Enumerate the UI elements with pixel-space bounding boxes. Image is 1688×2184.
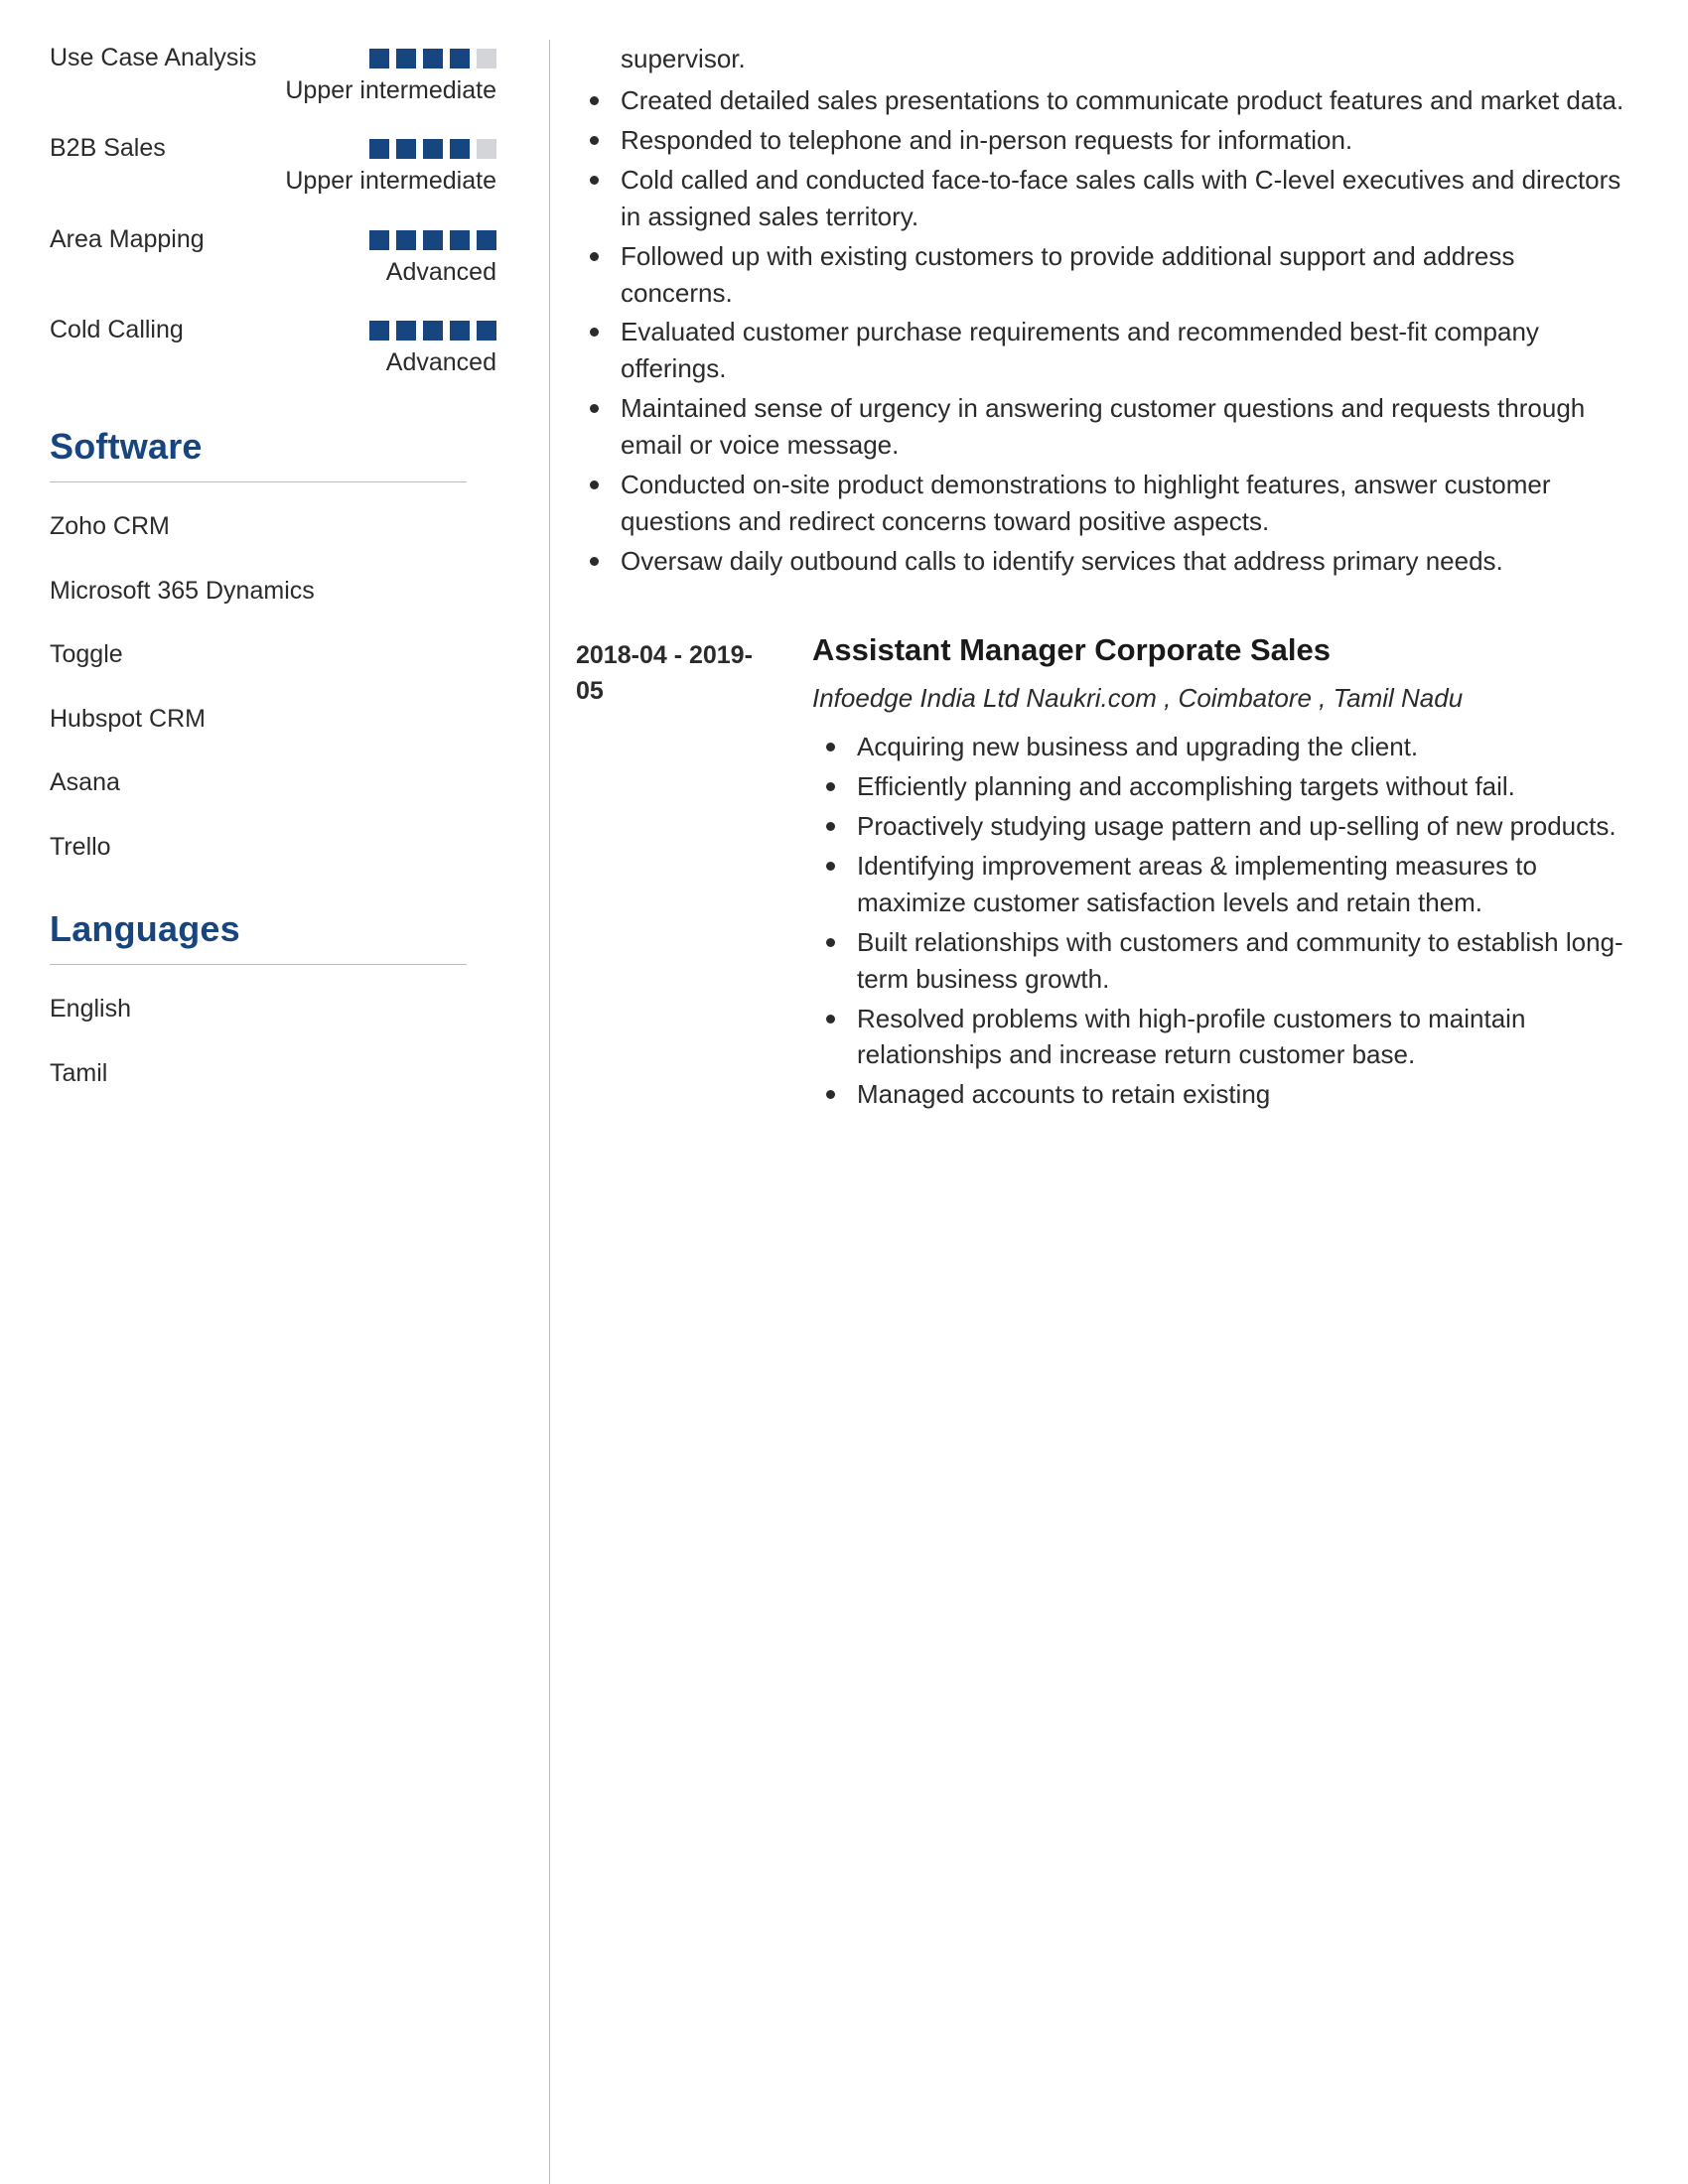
skill-rating-square: [423, 139, 443, 159]
skill-row: [50, 312, 496, 380]
skill-rating-square: [423, 230, 443, 250]
software-list: [50, 510, 496, 863]
skill-rating-square: [396, 49, 416, 68]
software-item: Microsoft 365 Dynamics: [50, 576, 315, 605]
skill-rating-area: [205, 221, 496, 290]
skill-rating-square: [477, 321, 496, 341]
skill-rating-dots: [166, 139, 496, 159]
skill-rating-square: [369, 49, 389, 68]
bullet-item: Identifying improvement areas & implementing measures to maximize customer satisfaction levels and retain them.: [812, 848, 1628, 921]
skill-rating-square: [396, 230, 416, 250]
skill-name: B2B Sales: [50, 134, 166, 163]
bullet-item: Responded to telephone and in-person requests for information.: [576, 122, 1628, 159]
bullet-item: Proactively studying usage pattern and up-selling of new products.: [812, 808, 1628, 845]
software-section-rule: [50, 481, 467, 482]
skill-level-label: Upper intermediate: [285, 76, 496, 104]
language-item: Tamil: [50, 1058, 108, 1087]
skill-rating-square: [477, 139, 496, 159]
skill-rating-square: [369, 321, 389, 341]
software-item: Trello: [50, 832, 111, 861]
bullet-item: Evaluated customer purchase requirements and recommended best-fit company offerings.: [576, 314, 1628, 387]
skill-item: [50, 130, 496, 199]
continued-text: supervisor.: [621, 44, 746, 73]
skill-rating-dots: [205, 230, 496, 250]
skill-rating-dots: [256, 49, 496, 68]
bullet-item: Cold called and conducted face-to-face sales calls with C-level executives and directors in assigned sales territory.: [576, 162, 1628, 235]
sidebar: [50, 40, 516, 2184]
bullet-item: Created detailed sales presentations to communicate product features and market data.: [576, 82, 1628, 119]
skill-rating-dots: [184, 321, 496, 341]
skill-name: Use Case Analysis: [50, 44, 257, 71]
skill-level-label: Advanced: [385, 257, 496, 286]
skill-rating-square: [423, 321, 443, 341]
bullet-item: Built relationships with customers and community to establish long-term business growth.: [812, 924, 1628, 998]
skill-level-label: Advanced: [385, 347, 496, 376]
skill-name: Area Mapping: [50, 224, 205, 253]
software-item: Asana: [50, 768, 120, 796]
skill-row: [50, 40, 496, 108]
bullet-item: Conducted on-site product demonstrations to highlight features, answer customer questions and redirect concerns toward positive aspects.: [576, 467, 1628, 540]
skill-item: [50, 40, 496, 108]
experience-title: Assistant Manager Corporate Sales: [812, 631, 1332, 667]
experience-body: [774, 631, 1628, 1117]
software-item: Hubspot CRM: [50, 704, 206, 733]
skill-rating-square: [450, 230, 470, 250]
bullet-item: Managed accounts to retain existing: [812, 1076, 1628, 1113]
skills-list: [50, 40, 496, 380]
experience-company: Infoedge India Ltd Naukri.com , Coimbatore , Tamil Nadu: [812, 682, 1464, 713]
software-section-title: Software: [50, 426, 203, 467]
skill-rating-square: [450, 321, 470, 341]
languages-section-title: Languages: [50, 908, 240, 949]
main-content: [516, 40, 1628, 2184]
skill-rating-square: [477, 49, 496, 68]
skill-rating-area: [256, 40, 496, 108]
experience-dates: 2018-04 - 2019-05: [576, 640, 753, 706]
languages-list: [50, 993, 496, 1089]
skill-row: [50, 221, 496, 290]
bullet-item: Efficiently planning and accomplishing targets without fail.: [812, 768, 1628, 805]
skill-rating-square: [369, 139, 389, 159]
skill-rating-area: [166, 130, 496, 199]
languages-section-rule: [50, 964, 467, 965]
language-item: English: [50, 995, 131, 1023]
bullet-item: Oversaw daily outbound calls to identify services that address primary needs.: [576, 543, 1628, 580]
skill-name: Cold Calling: [50, 315, 184, 343]
skill-item: [50, 221, 496, 290]
bullet-item: Acquiring new business and upgrading the client.: [812, 729, 1628, 765]
bullet-item: Followed up with existing customers to provide additional support and address concerns.: [576, 238, 1628, 312]
experience-bullet-list: [812, 729, 1628, 1113]
software-item: Toggle: [50, 640, 123, 668]
bullet-item: Maintained sense of urgency in answering customer questions and requests through email or voice message.: [576, 390, 1628, 464]
skill-rating-square: [396, 139, 416, 159]
skill-rating-square: [369, 230, 389, 250]
skill-row: [50, 130, 496, 199]
experience-entry: [576, 631, 1628, 1117]
bullet-item: Resolved problems with high-profile customers to maintain relationships and increase return customer base.: [812, 1001, 1628, 1074]
continued-bullet-list: [576, 82, 1628, 580]
skill-level-label: Upper intermediate: [285, 167, 496, 196]
skill-rating-square: [450, 139, 470, 159]
skill-rating-square: [396, 321, 416, 341]
skill-item: [50, 312, 496, 380]
skill-rating-square: [477, 230, 496, 250]
skill-rating-area: [184, 312, 496, 380]
software-item: Zoho CRM: [50, 512, 170, 540]
skill-rating-square: [423, 49, 443, 68]
skill-rating-square: [450, 49, 470, 68]
